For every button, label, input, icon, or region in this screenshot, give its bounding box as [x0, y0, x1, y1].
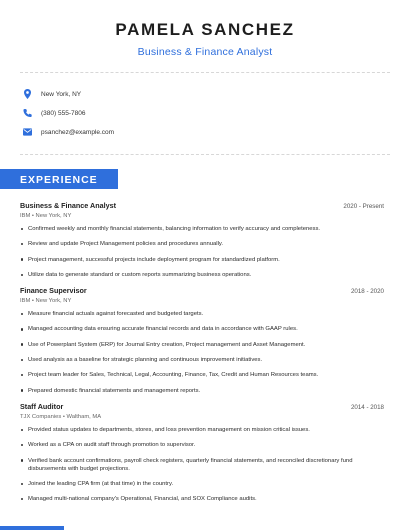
- job-company: IBM • New York, NY: [20, 298, 72, 305]
- job-role: Finance Supervisor: [20, 286, 87, 296]
- candidate-name: PAMELA SANCHEZ: [115, 20, 295, 39]
- list-item: Provided status updates to departments, stores, and loss prevention management on mission critical issues.: [20, 426, 384, 434]
- list-item: Utilize data to generate standard or custom reports summarizing business operations.: [20, 271, 384, 279]
- contact-location-text: New York, NY: [41, 90, 82, 98]
- job-dates: 2020 - Present: [343, 203, 384, 210]
- list-item: Joined the leading CPA firm (at that time) in the country.: [20, 480, 384, 488]
- next-section-bar: [0, 526, 64, 530]
- list-item: Managed multi-national company's Operational, Financial, and SOX Compliance audits.: [20, 495, 384, 503]
- job-bullets: [20, 310, 384, 394]
- job-dates: 2018 - 2020: [350, 288, 384, 296]
- list-item: Project team leader for Sales, Technical, Legal, Accounting, Finance, Tax, Credit and Human Resources teams.: [20, 371, 384, 379]
- job-role: Business & Finance Analyst: [20, 201, 116, 210]
- experience-heading: EXPERIENCE: [0, 169, 118, 189]
- list-item: Project management, successful projects include deployment program for standardized platform.: [20, 256, 384, 264]
- contact-phone: [22, 104, 410, 122]
- resume-header: [0, 0, 410, 58]
- list-item: Used analysis as a baseline for strategic planning and continuous improvement initiatives.: [20, 356, 384, 364]
- list-item: Worked as a CPA on audit staff through promotion to supervisor.: [20, 441, 384, 449]
- job-entry: [20, 201, 384, 279]
- contact-email-text: psanchez@example.com: [41, 128, 115, 136]
- list-item: Measure financial actuals against forecasted and budgeted targets.: [20, 310, 384, 318]
- job-entry: [20, 402, 384, 503]
- candidate-title: Business & Finance Analyst: [137, 46, 273, 58]
- contact-list: [0, 73, 410, 154]
- phone-icon: [22, 108, 32, 118]
- list-item: Verified bank account confirmations, payroll check registers, quarterly financial statements, and reconciled discretionary fund disbursements with budget projections.: [20, 457, 384, 473]
- job-company: TJX Companies • Waltham, MA: [20, 413, 102, 420]
- job-dates: 2014 - 2018: [350, 403, 384, 411]
- job-bullets: [20, 426, 384, 503]
- list-item: Review and update Project Management policies and procedures annually.: [20, 240, 384, 248]
- contact-email: [22, 123, 410, 141]
- job-entry: [20, 286, 384, 394]
- location-pin-icon: [22, 89, 32, 99]
- list-item: Use of Powerplant System (ERP) for Journal Entry creation, Project management and Asset Management.: [20, 341, 384, 349]
- email-icon: [22, 127, 32, 137]
- contact-location: [22, 85, 410, 103]
- job-bullets: [20, 225, 384, 279]
- experience-list: [0, 189, 410, 503]
- contact-phone-text: (380) 555-7806: [41, 109, 86, 117]
- list-item: Managed accounting data ensuring accurate financial records and data in accordance with GAAP rules.: [20, 325, 384, 333]
- list-item: Confirmed weekly and monthly financial statements, balancing information to verify accuracy and completeness.: [20, 225, 384, 233]
- job-role: Staff Auditor: [20, 401, 64, 411]
- list-item: Prepared domestic financial statements and management reports.: [20, 387, 384, 395]
- job-company: IBM • New York, NY: [20, 213, 72, 219]
- contact-divider: [20, 154, 390, 155]
